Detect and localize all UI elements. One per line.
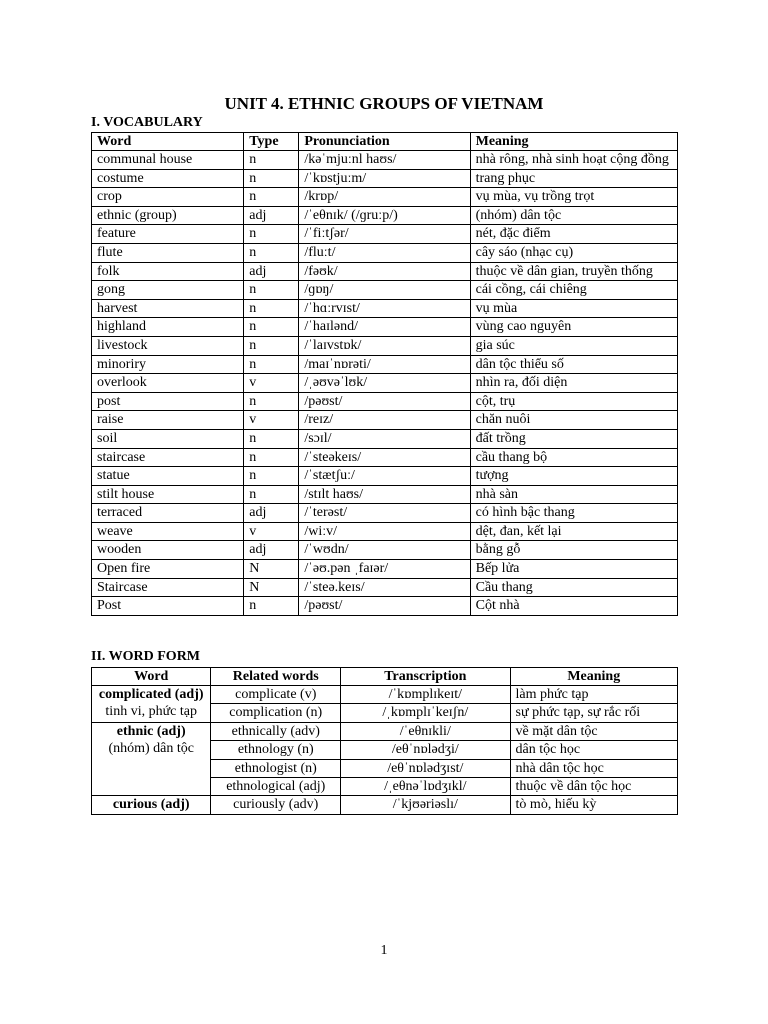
type-cell: adj xyxy=(244,206,299,225)
word-cell: soil xyxy=(92,429,244,448)
table-row xyxy=(92,504,678,523)
word-cell: Staircase xyxy=(92,578,244,597)
type-cell: n xyxy=(244,448,299,467)
word-cell: folk xyxy=(92,262,244,281)
word-cell: communal house xyxy=(92,151,244,170)
table-row xyxy=(92,686,678,704)
word-cell: gong xyxy=(92,281,244,300)
word-cell: livestock xyxy=(92,336,244,355)
word-cell: overlook xyxy=(92,374,244,393)
type-cell: n xyxy=(244,318,299,337)
meaning-cell: (nhóm) dân tộc xyxy=(470,206,677,225)
meaning-cell: trang phục xyxy=(470,169,677,188)
table-row xyxy=(92,225,678,244)
word-cell: Post xyxy=(92,597,244,616)
type-cell: N xyxy=(244,560,299,579)
pronunciation-cell: /pəʊst/ xyxy=(299,597,470,616)
pronunciation-cell: /ˈhaɪlənd/ xyxy=(299,318,470,337)
meaning-cell: vùng cao nguyên xyxy=(470,318,677,337)
pronunciation-cell: /ɡɒŋ/ xyxy=(299,281,470,300)
type-cell: n xyxy=(244,597,299,616)
type-cell: n xyxy=(244,485,299,504)
pronunciation-cell: /fluːt/ xyxy=(299,243,470,262)
meaning-cell: chăn nuôi xyxy=(470,411,677,430)
meaning-cell: thuộc về dân tộc học xyxy=(510,777,677,795)
type-cell: v xyxy=(244,522,299,541)
transcription-cell: /ˈkɒmplɪkeɪt/ xyxy=(341,686,510,704)
meaning-cell: Cột nhà xyxy=(470,597,677,616)
pronunciation-cell: /ˈterəst/ xyxy=(299,504,470,523)
vocabulary-table xyxy=(91,132,678,616)
table-row xyxy=(92,243,678,262)
pronunciation-cell: /fəʊk/ xyxy=(299,262,470,281)
table-row xyxy=(92,796,678,814)
transcription-cell: /ˌkɒmplɪˈkeɪʃn/ xyxy=(341,704,510,722)
meaning-cell: sự phức tạp, sự rắc rối xyxy=(510,704,677,722)
type-cell: n xyxy=(244,225,299,244)
related-word-cell: ethnologist (n) xyxy=(211,759,341,777)
table-row xyxy=(92,392,678,411)
vocabulary-heading: I. VOCABULARY xyxy=(91,115,203,130)
word-form-header-row xyxy=(92,668,678,686)
pronunciation-cell: /ˈsteəkeɪs/ xyxy=(299,448,470,467)
table-row xyxy=(92,560,678,579)
word-cell: costume xyxy=(92,169,244,188)
pronunciation-cell: /stɪlt haʊs/ xyxy=(299,485,470,504)
transcription-cell: /eθˈnɒlədʒɪst/ xyxy=(341,759,510,777)
meaning-cell: vụ mùa, vụ trồng trọt xyxy=(470,188,677,207)
word-form-word-cell xyxy=(92,686,211,723)
word-form-word-cell xyxy=(92,796,211,814)
pronunciation-cell: /pəʊst/ xyxy=(299,392,470,411)
meaning-cell: bằng gỗ xyxy=(470,541,677,560)
word-cell: ethnic (group) xyxy=(92,206,244,225)
meaning-cell: nhà rông, nhà sinh hoạt cộng đồng xyxy=(470,151,677,170)
meaning-cell: Bếp lửa xyxy=(470,560,677,579)
type-cell: n xyxy=(244,467,299,486)
table-row xyxy=(92,485,678,504)
table-row xyxy=(92,448,678,467)
pronunciation-cell: /ˈhɑːrvɪst/ xyxy=(299,299,470,318)
related-word-cell: ethnically (adv) xyxy=(211,722,341,740)
type-cell: n xyxy=(244,151,299,170)
table-row xyxy=(92,299,678,318)
type-cell: N xyxy=(244,578,299,597)
word-form-word-cell xyxy=(92,722,211,796)
pronunciation-cell: /reɪz/ xyxy=(299,411,470,430)
type-cell: n xyxy=(244,336,299,355)
related-word-cell: complication (n) xyxy=(211,704,341,722)
type-cell: n xyxy=(244,299,299,318)
type-cell: n xyxy=(244,188,299,207)
type-cell: adj xyxy=(244,541,299,560)
pronunciation-cell: /ˈsteə.keɪs/ xyxy=(299,578,470,597)
table-row xyxy=(92,281,678,300)
meaning-cell: tượng xyxy=(470,467,677,486)
type-cell: adj xyxy=(244,262,299,281)
table-row xyxy=(92,169,678,188)
transcription-cell: /ˈkjʊəriəslı/ xyxy=(341,796,510,814)
meaning-cell: về mặt dân tộc xyxy=(510,722,677,740)
meaning-cell: cây sáo (nhạc cụ) xyxy=(470,243,677,262)
table-row xyxy=(92,522,678,541)
table-row xyxy=(92,318,678,337)
page-title: UNIT 4. ETHNIC GROUPS OF VIETNAM xyxy=(224,94,544,113)
table-row xyxy=(92,262,678,281)
word-cell: terraced xyxy=(92,504,244,523)
meaning-cell: cột, trụ xyxy=(470,392,677,411)
meaning-cell: nhà sàn xyxy=(470,485,677,504)
word-cell: stilt house xyxy=(92,485,244,504)
related-word-cell: curiously (adv) xyxy=(211,796,341,814)
word-cell: wooden xyxy=(92,541,244,560)
related-word-cell: ethnology (n) xyxy=(211,741,341,759)
type-cell: n xyxy=(244,429,299,448)
word-cell: crop xyxy=(92,188,244,207)
table-row xyxy=(92,429,678,448)
table-row xyxy=(92,467,678,486)
word-cell: raise xyxy=(92,411,244,430)
word-cell: Open fire xyxy=(92,560,244,579)
meaning-cell: vụ mùa xyxy=(470,299,677,318)
transcription-cell: /ˈeθnɪkli/ xyxy=(341,722,510,740)
transcription-cell: /eθˈnɒlədʒi/ xyxy=(341,741,510,759)
table-row xyxy=(92,541,678,560)
pronunciation-cell: /ˈəʊ.pən ˌfaɪər/ xyxy=(299,560,470,579)
table-row xyxy=(92,206,678,225)
word-cell: highland xyxy=(92,318,244,337)
pronunciation-cell: /ˈlaɪvstɒk/ xyxy=(299,336,470,355)
pronunciation-cell: /wiːv/ xyxy=(299,522,470,541)
column-header-pronunciation: Pronunciation xyxy=(299,133,470,151)
related-word-cell: complicate (v) xyxy=(211,686,341,704)
word-cell: staircase xyxy=(92,448,244,467)
type-cell: n xyxy=(244,392,299,411)
column-header-word: Word xyxy=(92,668,211,686)
meaning-cell: có hình bậc thang xyxy=(470,504,677,523)
type-cell: v xyxy=(244,374,299,393)
pronunciation-cell: /krɒp/ xyxy=(299,188,470,207)
column-header-word: Word xyxy=(92,133,244,151)
word-form-headword-meaning: tinh vi, phức tạp xyxy=(105,704,197,719)
table-row xyxy=(92,578,678,597)
meaning-cell: gia súc xyxy=(470,336,677,355)
word-cell: harvest xyxy=(92,299,244,318)
type-cell: adj xyxy=(244,504,299,523)
meaning-cell: cầu thang bộ xyxy=(470,448,677,467)
table-row xyxy=(92,336,678,355)
meaning-cell: nét, đặc điểm xyxy=(470,225,677,244)
word-form-heading: II. WORD FORM xyxy=(91,649,201,664)
pronunciation-cell: /sɔɪl/ xyxy=(299,429,470,448)
pronunciation-cell: /ˈfiːtʃər/ xyxy=(299,225,470,244)
word-form-table xyxy=(91,667,678,815)
table-row xyxy=(92,188,678,207)
word-cell: post xyxy=(92,392,244,411)
pronunciation-cell: /maɪˈnɒrəti/ xyxy=(299,355,470,374)
type-cell: n xyxy=(244,169,299,188)
table-row xyxy=(92,411,678,430)
meaning-cell: nhìn ra, đối diện xyxy=(470,374,677,393)
pronunciation-cell: /ˈstætʃuː/ xyxy=(299,467,470,486)
pronunciation-cell: /ˈeθnɪk/ (/ɡruːp/) xyxy=(299,206,470,225)
meaning-cell: Cầu thang xyxy=(470,578,677,597)
word-cell: feature xyxy=(92,225,244,244)
meaning-cell: thuộc về dân gian, truyền thống xyxy=(470,262,677,281)
type-cell: n xyxy=(244,355,299,374)
page-number: 1 xyxy=(380,943,388,958)
word-form-headword-meaning: (nhóm) dân tộc xyxy=(108,740,194,756)
type-cell: n xyxy=(244,243,299,262)
word-cell: weave xyxy=(92,522,244,541)
column-header-meaning: Meaning xyxy=(510,668,677,686)
word-cell: minoriry xyxy=(92,355,244,374)
table-row xyxy=(92,597,678,616)
pronunciation-cell: /ˌəʊvəˈlʊk/ xyxy=(299,374,470,393)
pronunciation-cell: /ˈwʊdn/ xyxy=(299,541,470,560)
column-header-type: Type xyxy=(244,133,299,151)
column-header-transcription: Transcription xyxy=(341,668,510,686)
table-row xyxy=(92,151,678,170)
meaning-cell: làm phức tạp xyxy=(510,686,677,704)
meaning-cell: dệt, đan, kết lại xyxy=(470,522,677,541)
word-form-headword: complicated (adj) xyxy=(98,687,204,702)
meaning-cell: dân tộc thiểu số xyxy=(470,355,677,374)
vocabulary-header-row xyxy=(92,133,678,151)
related-word-cell: ethnological (adj) xyxy=(211,777,341,795)
type-cell: v xyxy=(244,411,299,430)
meaning-cell: tò mò, hiếu kỳ xyxy=(510,796,677,814)
type-cell: n xyxy=(244,281,299,300)
pronunciation-cell: /ˈkɒstjuːm/ xyxy=(299,169,470,188)
table-row xyxy=(92,374,678,393)
meaning-cell: nhà dân tộc học xyxy=(510,759,677,777)
transcription-cell: /ˌeθnəˈlɒdʒɪkl/ xyxy=(341,777,510,795)
meaning-cell: cái cồng, cái chiêng xyxy=(470,281,677,300)
word-form-headword: ethnic (adj) xyxy=(116,723,186,739)
table-row xyxy=(92,722,678,740)
meaning-cell: dân tộc học xyxy=(510,741,677,759)
table-row xyxy=(92,355,678,374)
word-cell: flute xyxy=(92,243,244,262)
pronunciation-cell: /kəˈmjuːnl haʊs/ xyxy=(299,151,470,170)
vocabulary-body xyxy=(92,151,678,616)
meaning-cell: đất trồng xyxy=(470,429,677,448)
word-cell: statue xyxy=(92,467,244,486)
word-form-headword: curious (adj) xyxy=(112,797,190,813)
column-header-meaning: Meaning xyxy=(470,133,677,151)
word-form-body xyxy=(92,686,678,815)
column-header-related-words: Related words xyxy=(211,668,341,686)
